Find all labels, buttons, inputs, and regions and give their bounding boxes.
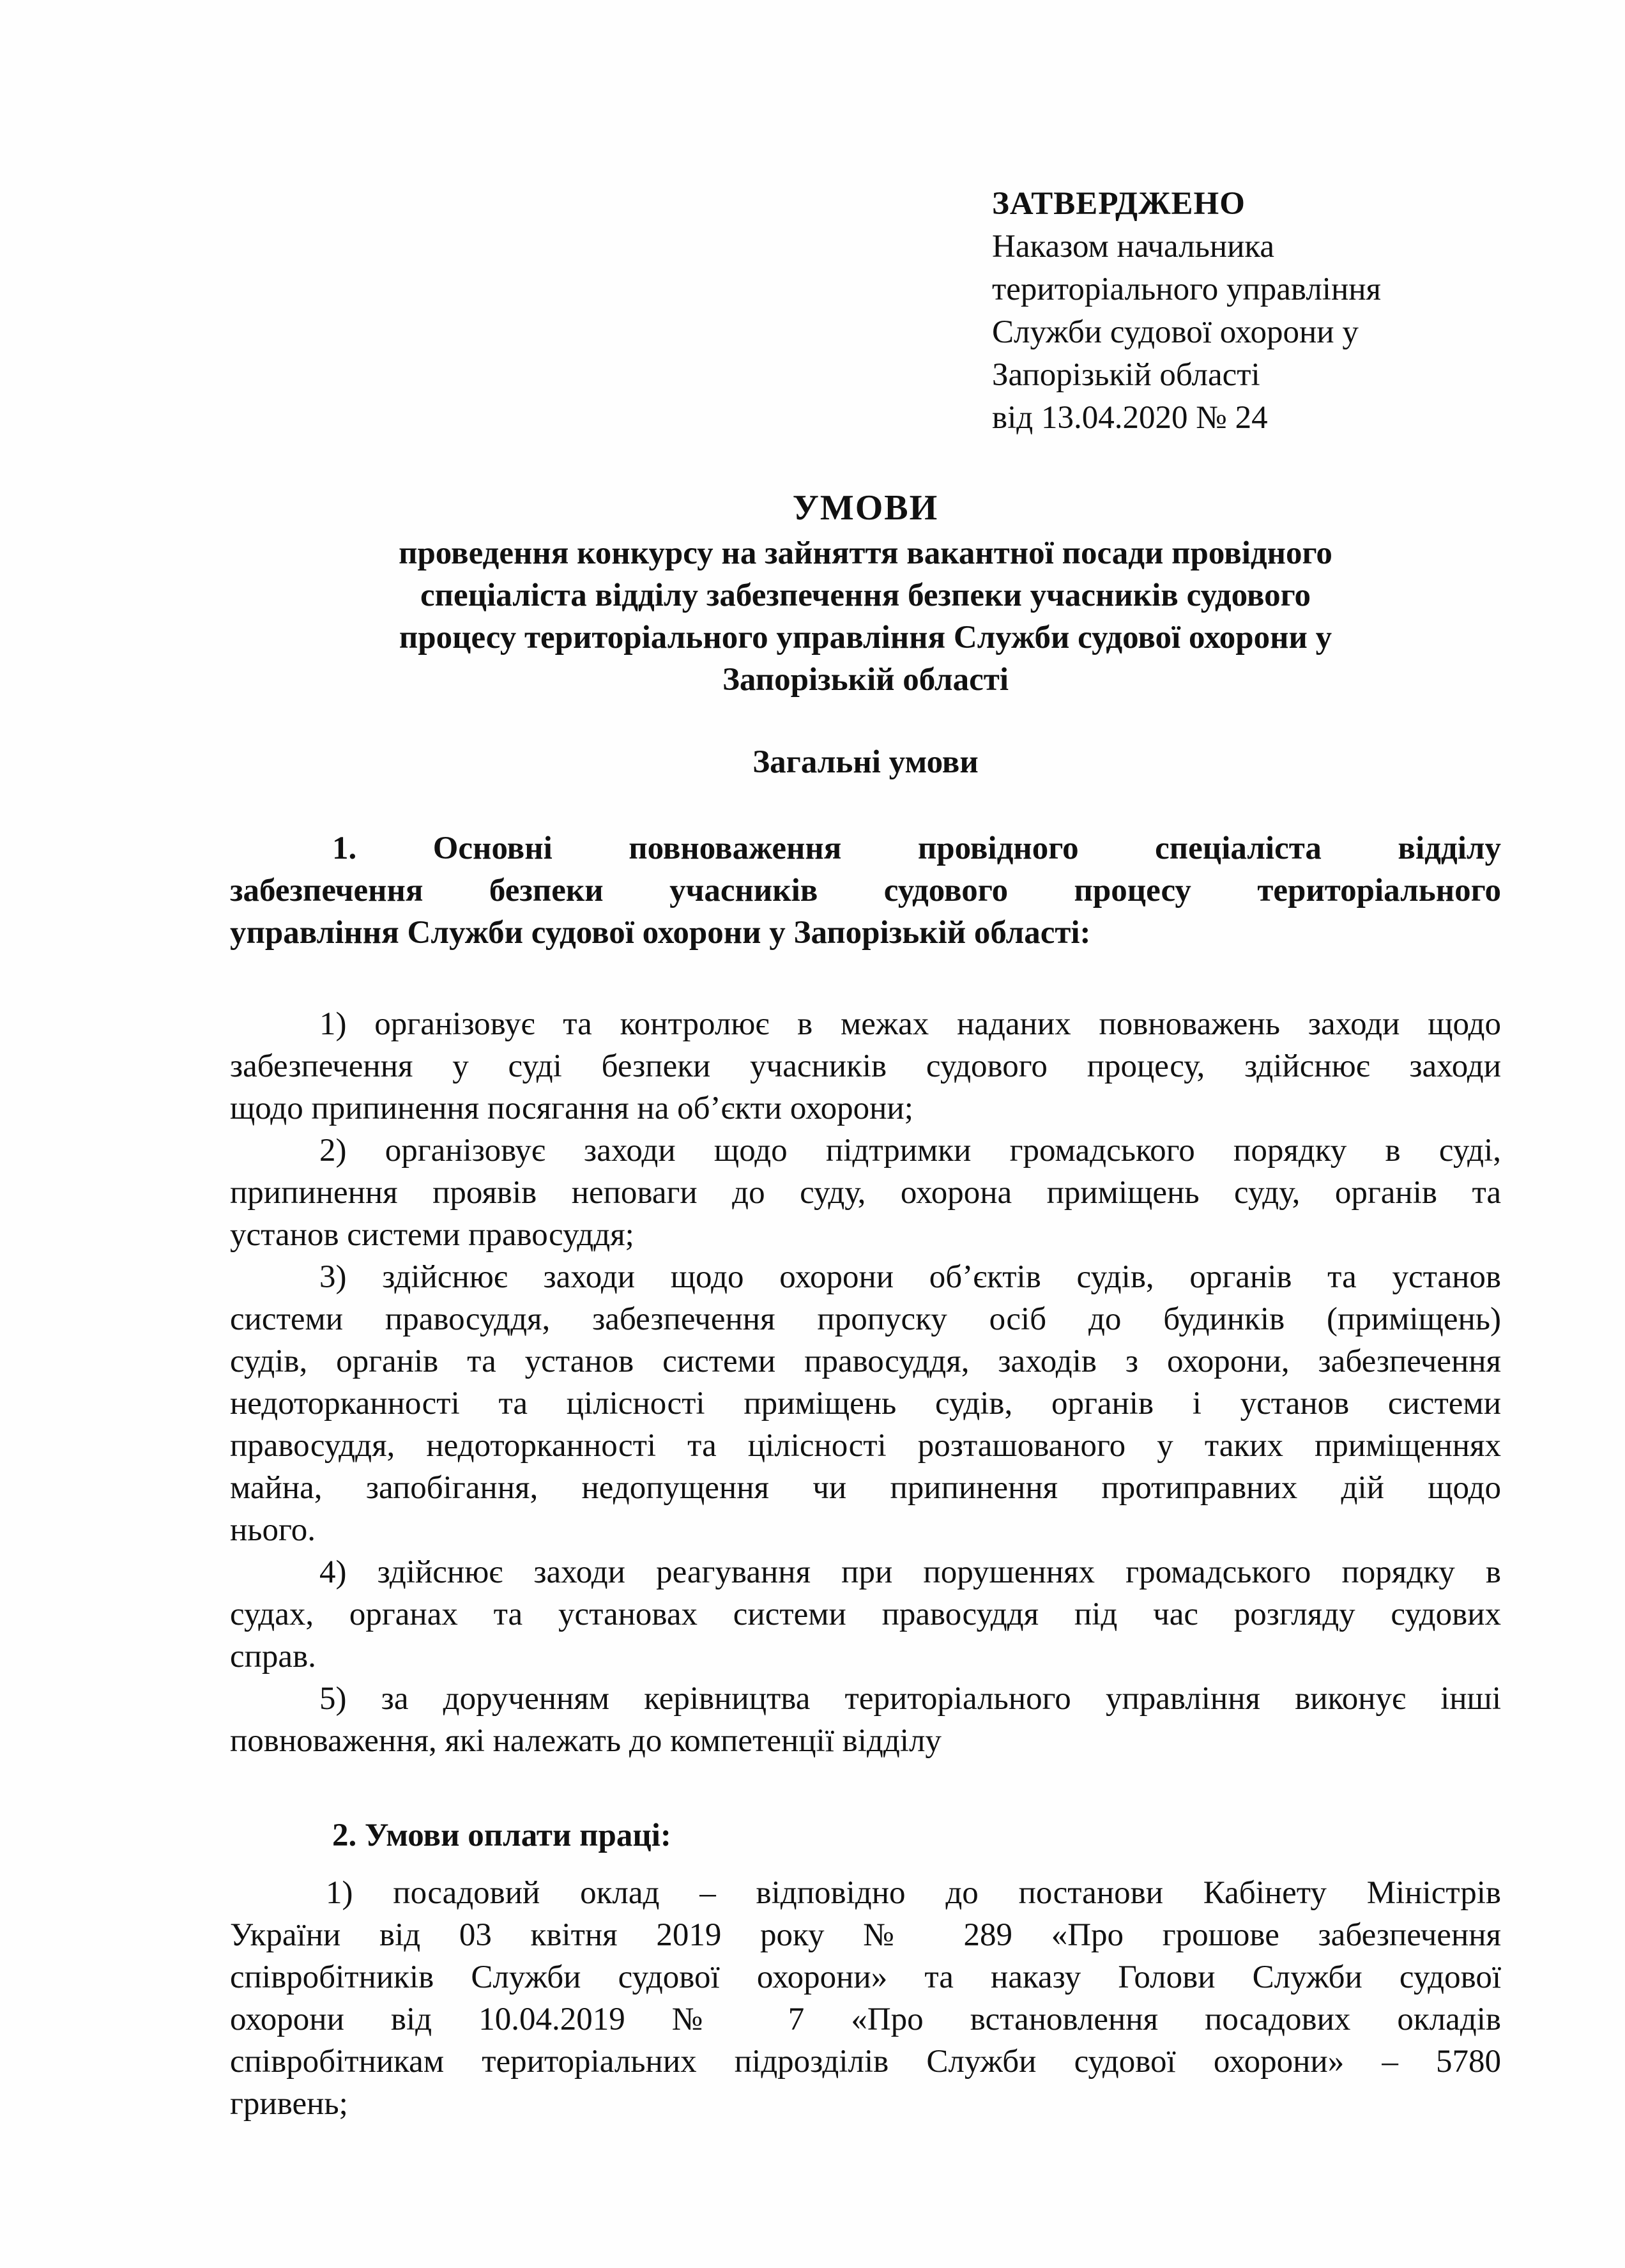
- heading-line: 2. Умови оплати праці:: [332, 1818, 671, 1853]
- approval-line: Запорізькій області: [992, 357, 1260, 393]
- item-line: судах, органах та установах системи правосуддя під час розгляду судових: [230, 1597, 1501, 1632]
- item-line: України від 03 квітня 2019 року № 289 «Про грошове забезпечення: [230, 1917, 1501, 1953]
- approval-block: [992, 183, 1503, 440]
- item-line: 1) посадовий оклад – відповідно до постанови Кабінету Міністрів: [326, 1875, 1501, 1911]
- document-title: УМОВИ: [792, 488, 939, 528]
- item-line: співробітникам територіальних підрозділів Служби судової охорони» – 5780: [230, 2044, 1501, 2080]
- item-line: установ системи правосуддя;: [230, 1217, 634, 1253]
- list-item: [230, 1678, 1501, 1762]
- list-item: [230, 1256, 1501, 1551]
- list-item: [230, 1551, 1501, 1678]
- item-line: 1) організовує та контролює в межах наданих повноважень заходи щодо: [319, 1006, 1501, 1042]
- item-line: нього.: [230, 1512, 316, 1548]
- section2-heading: [230, 1814, 1501, 1857]
- subtitle-line: Запорізькій області: [722, 662, 1009, 698]
- heading-line: 1. Основні повноваження провідного спеціаліста відділу: [332, 831, 1501, 866]
- subtitle-line: процесу територіального управління Служби судової охорони у: [399, 620, 1332, 655]
- item-line: співробітників Служби судової охорони» та наказу Голови Служби судової: [230, 1959, 1501, 1995]
- item-line: 2) організовує заходи щодо підтримки громадського порядку в суді,: [319, 1133, 1501, 1168]
- item-line: забезпечення у суді безпеки учасників судового процесу, здійснює заходи: [230, 1048, 1501, 1084]
- approval-line: від 13.04.2020 № 24: [992, 400, 1268, 436]
- approval-line: Наказом начальника: [992, 229, 1275, 264]
- approval-line: Служби судової охорони у: [992, 314, 1359, 350]
- document-subtitle: [230, 532, 1501, 701]
- approval-line: територіального управління: [992, 272, 1381, 307]
- item-line: повноваження, які належать до компетенції відділу: [230, 1723, 942, 1759]
- item-line: 3) здійснює заходи щодо охорони об’єктів судів, органів та установ: [319, 1259, 1501, 1295]
- list-item: [230, 1003, 1501, 1130]
- heading-line: управління Служби судової охорони у Запорізькій області:: [230, 915, 1091, 951]
- section2-list: [230, 1872, 1501, 2125]
- item-line: справ.: [230, 1639, 316, 1674]
- subtitle-line: спеціаліста відділу забезпечення безпеки учасників судового: [420, 578, 1311, 613]
- item-line: гривень;: [230, 2086, 348, 2122]
- item-line: охорони від 10.04.2019 № 7 «Про встановлення посадових окладів: [230, 2002, 1501, 2037]
- item-line: системи правосуддя, забезпечення пропуску осіб до будинків (приміщень): [230, 1301, 1501, 1337]
- item-line: судів, органів та установ системи правосуддя, заходів з охорони, забезпечення: [230, 1344, 1501, 1379]
- item-line: правосуддя, недоторканності та цілісності розташованого у таких приміщеннях: [230, 1428, 1501, 1464]
- item-line: недоторканності та цілісності приміщень судів, органів і установ системи: [230, 1386, 1501, 1421]
- heading-line: забезпечення безпеки учасників судового процесу територіального: [230, 873, 1501, 908]
- section-heading: Загальні умови: [752, 744, 979, 780]
- item-line: 4) здійснює заходи реагування при порушеннях громадського порядку в: [319, 1554, 1501, 1590]
- section1-list: [230, 1003, 1501, 1762]
- item-line: щодо припинення посягання на об’єкти охорони;: [230, 1091, 913, 1126]
- item-line: 5) за дорученням керівництва територіального управління виконує інші: [319, 1681, 1501, 1717]
- list-item: [230, 1130, 1501, 1256]
- section1-heading: [230, 827, 1501, 954]
- item-line: майна, запобігання, недопущення чи припинення протиправних дій щодо: [230, 1470, 1501, 1506]
- list-item: [230, 1872, 1501, 2125]
- item-line: припинення проявів неповаги до суду, охорона приміщень суду, органів та: [230, 1175, 1501, 1211]
- subtitle-line: проведення конкурсу на зайняття вакантної посади провідного: [399, 535, 1332, 571]
- approval-label: ЗАТВЕРДЖЕНО: [992, 186, 1246, 222]
